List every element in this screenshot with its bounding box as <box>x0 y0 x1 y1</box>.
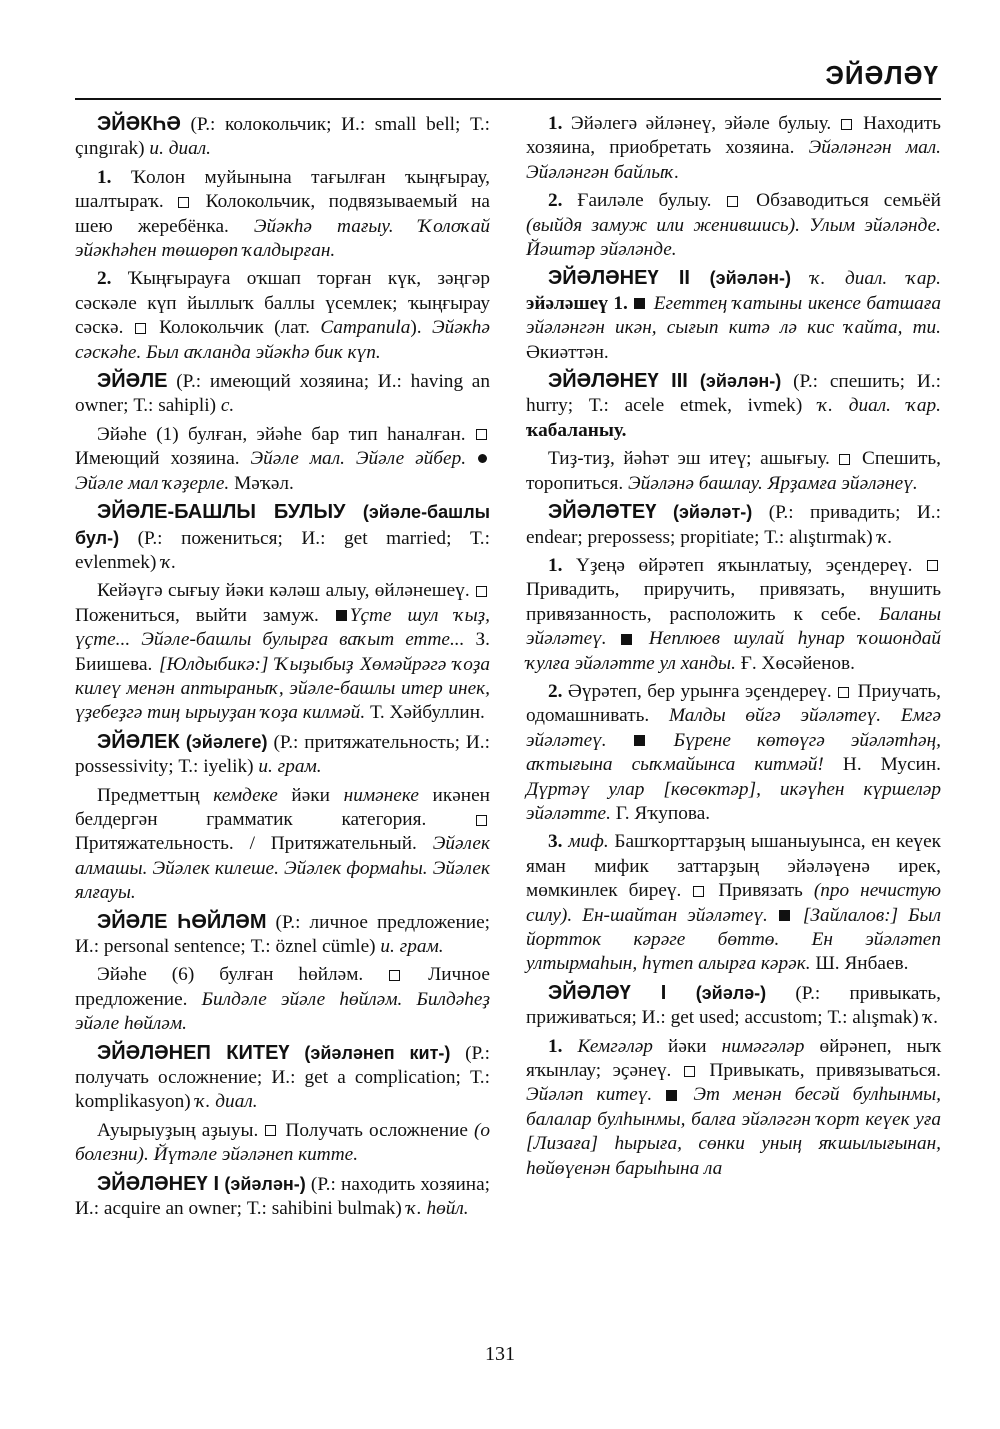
headword-form: (эйәләнеп кит-) <box>289 1042 451 1063</box>
quotation-marker-icon <box>336 610 347 621</box>
entry-eyale-hoylam <box>75 910 490 960</box>
source: Ш. Янбаев. <box>810 953 909 975</box>
sense-number: 1. <box>548 113 563 134</box>
definition-paragraph <box>75 1119 490 1168</box>
russian-note: (про нечистую силу). <box>526 880 941 926</box>
quotation: Үҫте шул ҡыҙ, үҫте... Эйәле-башлы булырға ваҡыт етте... <box>75 604 490 651</box>
sense-2 <box>526 189 941 262</box>
russian-marker-icon <box>841 119 852 130</box>
entry-meta: (Р.: привыкать, приживаться; И.: get used; accustom; Т.: alışmak) <box>526 982 941 1029</box>
headword: ЭЙӘЛӘНЕҮ II <box>548 267 690 290</box>
cross-reference-number: 1. <box>607 292 634 314</box>
sense-1 <box>75 166 490 264</box>
definition-paragraph <box>526 447 941 496</box>
quotation: Эт менән бесәй булһынмы, балалар булһынмы, балға эйәләгән ҡорт кеүек уға [Лизаға] һырыға, сөнки уның яҡшылығынан, һөйөүенән барыһына ла <box>526 1084 941 1179</box>
russian-marker-icon <box>684 1066 695 1077</box>
latin-name: Campanula <box>320 317 411 339</box>
example: Эйәлек алмашы. Эйәлек килеше. Эйәлек формаһы. Эйәлек ялғауы. <box>75 833 490 904</box>
grammar-label: и. грам. <box>258 756 322 778</box>
headword: ЭЙӘЛӘНЕҮ III <box>548 370 688 393</box>
russian-translation: Обзаводиться семьёй <box>741 190 941 212</box>
sense-number: 2. <box>97 268 112 290</box>
headword-form: (эйәлән-) <box>687 371 782 392</box>
proverb: Эйәле мал ҡәҙерле. <box>75 472 230 494</box>
page-header <box>75 56 941 100</box>
grammar-label: с. <box>220 395 235 417</box>
example: Эйәле мал. Эйәле әйбер. <box>250 448 467 470</box>
definition: Тиҙ-тиҙ, йәһәт эш итеү; ашығыу. <box>548 448 839 470</box>
entry-eyalaneu-2 <box>526 266 941 365</box>
definition: Эйәһе (6) булған һөйләм. <box>97 964 389 986</box>
definition-paragraph <box>75 784 490 906</box>
example: Билдәле эйәле һөйләм. Билдәһеҙ эйәле һөйләм. <box>75 988 490 1035</box>
entry-meta: (Р.: личное предложение; И.: personal sentence; Т.: öznel cümle) <box>75 911 490 957</box>
definition: Ҡыңғырауға оҡшап торған күк, зәңгәр сәскәле күп йыллыҡ баллы үсемлек; ҡыңғырау сәскә. <box>75 268 490 339</box>
source: Ғ. Хөсәйенов. <box>735 652 855 674</box>
punctuation: ). <box>410 317 432 339</box>
russian-marker-icon <box>727 196 738 207</box>
example: Улым эйәләнде. Йәштәр эйәләнде. <box>526 214 941 261</box>
definition-paragraph <box>75 963 490 1036</box>
headword: ЭЙӘЛЕК <box>97 730 180 753</box>
russian-marker-icon <box>476 815 487 826</box>
russian-marker-icon <box>178 197 189 208</box>
entry-eyalanep-kiteu <box>75 1041 490 1115</box>
entry-eyakhe <box>75 112 490 162</box>
entry-meta: (Р.: находить хозяина; И.: acquire an owner; Т.: sahibini bulmak) <box>75 1173 490 1220</box>
definition-italic: Кемгәләр <box>562 1035 653 1057</box>
russian-translation: Личное предложение. <box>75 964 490 1010</box>
definition: Кейәүгә сығыу йәки кәләш алыу, өйләнешеү. <box>97 580 475 602</box>
entry-eyalaneu-3 <box>526 369 941 443</box>
russian-translation: Притяжательность. / Притяжательный. <box>75 833 433 855</box>
grammar-label: ҡ. <box>877 526 893 548</box>
entry-meta: (Р.: привадить; И.: endear; prepossess; propitiate; Т.: alıştırmak) <box>526 502 941 548</box>
headword: ЭЙӘЛЕ-БАШЛЫ БУЛЫУ <box>97 501 346 524</box>
quotation-marker-icon <box>666 1090 677 1101</box>
headword-form: (эйәлеге) <box>179 731 268 752</box>
left-column <box>75 112 490 1225</box>
quotation-marker-icon <box>634 298 645 309</box>
entry-meta: (Р.: имеющий хозяина; И.: having an owner; Т.: sahipli) <box>75 371 490 417</box>
russian-marker-icon <box>839 454 850 465</box>
example: Эйәкһә тағыу. Ҡолоҡай эйәкһәһен төшөрөп ҡалдырған. <box>75 215 490 262</box>
sense-3 <box>526 830 941 976</box>
sense-1 <box>526 1035 941 1181</box>
russian-translation: Спешить, торопиться. <box>526 448 941 494</box>
definition-italic: кемдеке <box>213 784 278 806</box>
running-head: ЭЙӘЛӘҮ <box>825 60 939 90</box>
quotation: [Зайлалов:] Был йортток кәрәге бөттө. Ен эйәләтеп ултырмаһын, һүтеп алырға кәрәк. <box>526 904 941 975</box>
russian-translation: Привадить, приручить, привязать, внушить привязанность, расположить к себе. <box>526 579 941 625</box>
grammar-label: ҡ. <box>161 551 177 573</box>
example: Эйәләп китеү. <box>526 1084 653 1106</box>
russian-translation: Находить хозяина, приобретать хозяина. <box>526 113 941 159</box>
definition: йәки <box>277 784 344 806</box>
example: Баланы эйәләтеү. <box>526 603 941 650</box>
source: Г. Яҡупова. <box>610 802 711 824</box>
sense-number: 1. <box>548 1035 563 1057</box>
definition: Әүрәтеп, бер урынға эҫендереү. <box>562 680 838 702</box>
source: Мәҡәл. <box>229 472 294 494</box>
russian-translation: Колокольчик, подвязываемый на шею жеребёнка. <box>75 191 490 237</box>
definition: Предметтың <box>97 784 214 806</box>
russian-translation: Колокольчик (лат. <box>148 317 321 339</box>
russian-translation: Привязать <box>707 880 814 902</box>
sense-2 <box>75 267 490 365</box>
quotation: Егеттең ҡатыны икенсе батшаға эйәләнгән икән, сығып китә лә кис ҡайта, ти. <box>526 292 941 339</box>
example: Малды өйгә эйәләтеү. Емгә эйәләтеү. <box>526 705 941 751</box>
quotation-marker-icon <box>634 735 645 746</box>
example: Эйәләнгән мал. Эйәләнгән байлыҡ. <box>526 137 941 183</box>
definition: Башҡорттарҙың ышаныуынса, ен кеүек яман мифик заттарҙың эйәләүенә ирек, мөмкинлек биреү. <box>526 831 941 902</box>
page-number: 131 <box>485 1343 515 1365</box>
definition-paragraph <box>75 579 490 725</box>
grammar-label: и. грам. <box>380 936 444 957</box>
headword-form: (эйәлән-) <box>219 1173 306 1194</box>
russian-marker-icon <box>135 323 146 334</box>
sense-number: 1. <box>97 166 112 188</box>
entry-eyalaneu-1 <box>75 1172 490 1222</box>
grammar-label: ҡ. диал. ҡар. <box>790 268 942 290</box>
sense-number: 3. <box>548 831 563 853</box>
russian-marker-icon <box>927 560 938 571</box>
grammar-label: ҡ. һөйл. <box>406 1198 469 1220</box>
entry-meta: (Р.: пожениться; И.: get married; Т.: evlenmek) <box>75 527 490 573</box>
definition-paragraph <box>75 423 490 496</box>
example: Ен-шайтан эйәләтеү. <box>572 904 768 926</box>
sense-number: 1. <box>548 554 563 576</box>
quotation: Дүртәү улар [көсөктәр], икәүһен күршеләр эйәләтте. <box>526 778 941 824</box>
proverb-marker-icon <box>478 454 487 463</box>
russian-marker-icon <box>476 586 487 597</box>
headword-form: (эйәләт-) <box>656 502 753 523</box>
russian-translation: Приучать, одомашнивать. <box>526 680 941 727</box>
entry-meta: (Р.: притяжательность; И.: possessivity; Т.: iyelik) <box>75 731 490 778</box>
grammar-label: ҡ. диал. ҡар. <box>817 395 941 417</box>
grammar-label: ҡ. диал. <box>195 1091 258 1113</box>
russian-translation: Пожениться, выйти замуж. <box>75 604 335 626</box>
russian-translation: Имеющий хозяина. <box>75 448 251 470</box>
russian-marker-icon <box>693 886 704 897</box>
example: Йүтәле эйәләнеп китте. <box>148 1144 359 1166</box>
russian-note: (о болезни). <box>75 1119 490 1166</box>
definition: Эйәлегә әйләнеү, эйәле булыу. <box>562 113 840 134</box>
quotation: [Юлдыбикә:] Ҡыҙыбыҙ Хөмәйрәгә ҡоҙа килеү менән аптыраныҡ, эйәле-башлы итер инек, үҙебеҙгә тиң ырыуҙан ҡоҙа килмәй. <box>75 653 491 724</box>
source: Т. Хәйбуллин. <box>365 702 485 724</box>
example: Эйәләнә башлау. Ярҙамға эйәләнеү. <box>628 472 918 494</box>
quotation: Бүрене көтөүгә эйәләтһәң, аҡтығына сыҡмайынса китмәй! <box>526 729 941 776</box>
headword: ЭЙӘКҺӘ <box>97 113 181 135</box>
definition-italic: нимәнеке <box>343 784 419 806</box>
sense-number: 2. <box>548 190 563 212</box>
grammar-label: и. диал. <box>149 138 211 160</box>
cross-reference: ҡабаланыу. <box>526 419 627 441</box>
definition: Ҡолон муйынына тағылған ҡыңғырау, шалтыраҡ. <box>75 166 490 213</box>
russian-translation: Получать осложнение <box>279 1119 474 1141</box>
russian-translation: Привыкать, привязываться. <box>697 1060 941 1082</box>
headword: ЭЙӘЛӘТЕҮ <box>548 501 657 524</box>
entry-eyalek <box>75 730 490 780</box>
headword-form: (эйәлә-) <box>666 982 767 1003</box>
russian-marker-icon <box>265 1125 276 1136</box>
entry-meta: (Р.: спешить; И.: hurry; Т.: acele etmek, ivmek) <box>526 371 941 417</box>
entry-eyale-bashly-buluu <box>75 500 490 575</box>
definition: Ауырыуҙың аҙыуы. <box>97 1119 265 1141</box>
source: Әкиәттән. <box>526 341 609 363</box>
headword: ЭЙӘЛӘНЕҮ I <box>97 1172 220 1195</box>
right-column <box>526 112 941 1185</box>
quotation: Неплюев шулай һунар ҡошондай ҡулға эйәләтте ул ханды. <box>526 628 941 674</box>
example: Эйәкһә сәскәһе. Был аҡланда эйәкһә бик күп. <box>75 317 490 363</box>
source: Н. Мусин. <box>823 754 941 776</box>
sense-1 <box>526 112 941 185</box>
grammar-label: ҡ. <box>923 1007 939 1029</box>
headword-form: (эйәле-башлы бул-) <box>75 502 490 548</box>
sense-1 <box>526 554 941 676</box>
definition-italic: нимәгәләр <box>721 1035 805 1057</box>
entry-eyale <box>75 369 490 419</box>
entry-meta: (Р.: колокольчик; И.: small bell; Т.: çıngırak) <box>75 114 490 160</box>
definition: йәки <box>652 1035 722 1057</box>
entry-meta: (Р.: получать осложнение; И.: get a complication; Т.: komplikasyon) <box>75 1042 491 1113</box>
headword: ЭЙӘЛЕ ҺӨЙЛӘМ <box>97 910 267 933</box>
cross-reference: эйәләшеү <box>526 292 608 314</box>
headword: ЭЙӘЛЕ <box>97 370 168 393</box>
headword: ЭЙӘЛӘНЕП КИТЕҮ <box>97 1041 290 1064</box>
definition: Үҙеңә өйрәтеп яҡынлатыу, эҫендереү. <box>562 554 926 576</box>
entry-eyalateu <box>526 500 941 550</box>
source: З. Биишева. <box>75 629 490 675</box>
headword-form: (эйәлән-) <box>689 268 791 289</box>
definition: өйрәнеп, ныҡ яҡынлау; эҫәнеү. <box>526 1035 942 1082</box>
russian-marker-icon <box>838 687 849 698</box>
definition: икәнен белдергән грамматик категория. <box>75 784 490 830</box>
definition: Эйәһе (1) булған, эйәһе бар тип һаналған. <box>97 423 475 445</box>
entry-eyalau-1 <box>526 981 941 1031</box>
quotation-marker-icon <box>779 910 790 921</box>
quotation-marker-icon <box>621 634 632 645</box>
russian-marker-icon <box>389 970 400 981</box>
sense-number: 2. <box>548 680 563 702</box>
definition: Ғаиләле булыу. <box>562 190 727 212</box>
sense-2 <box>526 680 941 826</box>
headword: ЭЙӘЛӘҮ I <box>548 981 667 1004</box>
grammar-label: миф. <box>562 831 609 853</box>
russian-marker-icon <box>476 429 487 440</box>
russian-note: (выйдя замуж или женившись). <box>526 214 800 236</box>
